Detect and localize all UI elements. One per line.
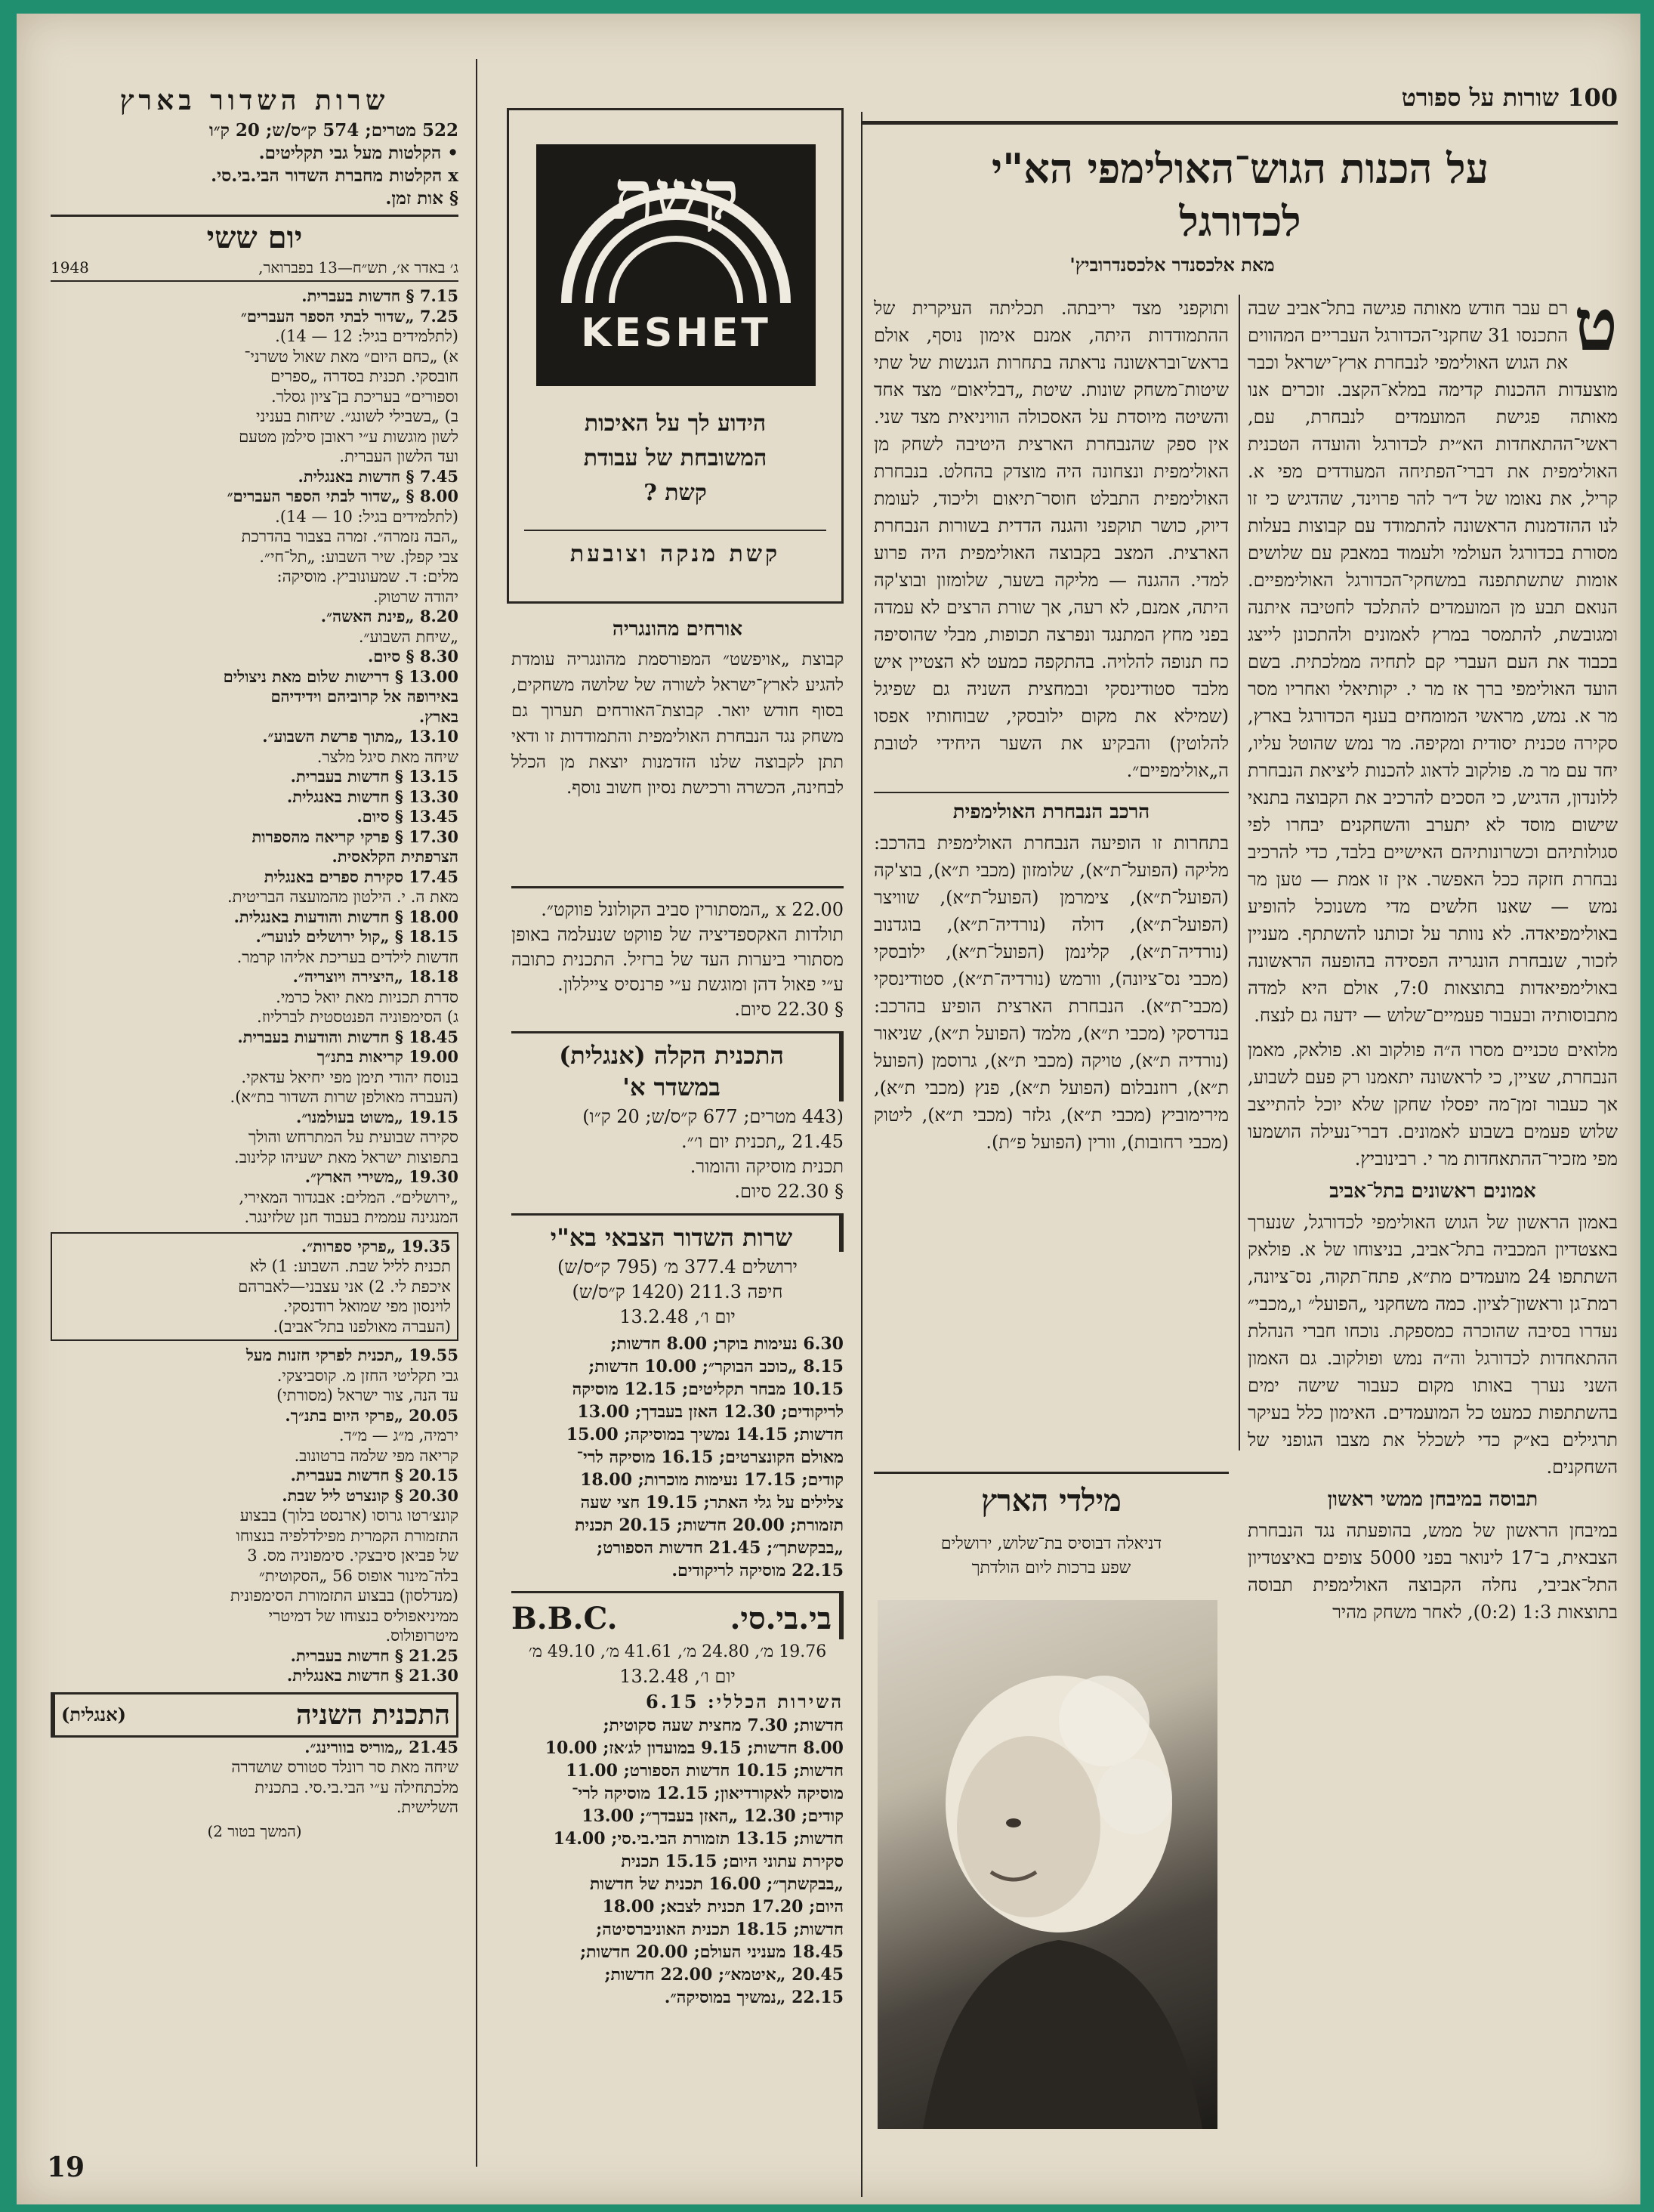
sched-line: (לתלמידים בגיל: 10 — 14).: [275, 507, 458, 526]
box-line: 19.35 „פרקי ספרות״.: [301, 1236, 451, 1256]
sched-line: 19.00 קריאות בתנ״ך: [316, 1047, 458, 1066]
child-rule-top: [874, 1472, 1229, 1474]
army-line: קודים; 17.15 נעימות מוכרות; 18.00: [580, 1470, 844, 1490]
light-line-3: תכנית מוסיקה והומור.: [690, 1156, 844, 1177]
sched-line: 19.30 „משירי הארץ״.: [304, 1167, 458, 1186]
date-year: 1948: [51, 258, 89, 276]
bbc-line: חדשות; 10.15 חדשות הספורט; 11.00: [566, 1761, 844, 1781]
sched-line: בלה־מינור אופוס 56 „הסקוטית״: [258, 1566, 458, 1585]
day-rule: [51, 215, 458, 217]
sched-line: 18.15 § „קול ירושלים לנוער״.: [255, 927, 458, 946]
army-line: מאולם הקונצרטים; 16.15 מוסיקה לרי־: [576, 1447, 844, 1467]
sched-line: 13.45 § סיום.: [356, 807, 458, 826]
sched-line: 17.45 סקירת ספרים באנגלית: [264, 867, 458, 886]
sched-line: מלכתחילה ע״י הבי.בי.סי. בתכנית: [255, 1778, 458, 1796]
sched-line: 20.15 § חדשות בעברית.: [290, 1466, 458, 1484]
sched-line: בתפוצות ישראל מאת ישעיהו קלינוב.: [234, 1148, 458, 1166]
army-line: חדשות; 14.15 נמשיך במוסיקה; 15.00: [566, 1425, 844, 1444]
sched-line: (העברה מאולפן שרות השדור בת״א).: [230, 1088, 458, 1106]
sched-line: וספורים״ בעריכת בן־ציון גסלר.: [271, 387, 458, 406]
sched-line: קריאה מפי שלמה ברטונוב.: [294, 1446, 458, 1465]
bbc-line: „בבקשתך״; 16.00 תכנית של חדשות: [589, 1874, 844, 1894]
day-title: יום ששי: [206, 220, 303, 255]
header-rule: [862, 121, 1618, 125]
army-freq-2: חיפה 211.3 (1420 ק״ס/ש): [572, 1281, 783, 1302]
sched-line: מיטרופולוס.: [385, 1627, 458, 1645]
army-line: 8.15 „כוכב הבוקר״; 10.00 חדשות;: [588, 1357, 844, 1376]
continued-note: (המשך בטור 2): [207, 1821, 302, 1840]
column-rule: [476, 59, 477, 2167]
sched-line: מלים: ד. שמעונוביץ. מוסיקה:: [276, 567, 458, 585]
sched-line: 21.30 § חדשות באנגלית.: [286, 1666, 458, 1685]
child-portrait-icon: [878, 1600, 1217, 2129]
left-schedule: [51, 82, 458, 2167]
literature-box: [51, 1232, 458, 1342]
guests-title: אורחים מהונגריה: [612, 618, 743, 641]
army-title: שרות השדור הצבאי בא"י: [550, 1223, 793, 1252]
page-number: 19: [47, 2152, 85, 2183]
sched-line: (מנדלסון) בבצוע התזמורת הסימפונית: [230, 1586, 458, 1605]
article-col2-p1: ותוקפני מצד יריבתה. תכליתה העיקרית של ההתמודדות היתה, אמנם אימון נוסף, אולם בראש־ובראשונה נראתה בתחרות הגנשות של שתי שיטות־משחק שונות. שיטת „דבליאום״ מצד אחד והשיטה מיוסדת על האסכולה הוויניאית מצד שני. אין ספק שהנבחרת הארצית היטיבה לשחק מן האולימפית ונצחונה היה מוצדק בהחלט. בנבחרת האולימפית התבלט חוסר־תיאום וליכוד, לעומת דיוק, כושר תוקפני והגנה הדדית בשורות הנבחרת הארצית. המצב בקבוצה האולימפית היה פרוע למדי. ההגנה — מליקה בשער, שלומזון ובוצ'קה היתה, אמנם, לא רעה, אך שורת הרצים לא עמדה בפני מחץ המתנגד ונפרצה תכופות, מבלי שהוסיפה כח תנופה להלויה. בהתקפה כמעט לא הצטיין איש מלבד סטודינסקי ובמחצית השניה גם שפיגל (שמילא את מקום ילובסקי, שבוחותיו אפסו להלוטין) והבקיע את השער היחידי לטובת ה„אולימפיים״.: [874, 298, 1229, 781]
army-freq-3: יום ו׳, 13.2.48: [619, 1306, 736, 1327]
title-line-2: לכדורגל: [1179, 197, 1301, 246]
left-freq: [51, 119, 458, 210]
keshet-ad: [507, 108, 844, 604]
army-line: 10.15 מבחר תקליטים; 12.15 מוסיקה: [572, 1379, 844, 1399]
subheading-lineup: הרכב הנבחרת האולימפית: [952, 801, 1150, 823]
keshet-text-line-3: קשת ?: [643, 480, 707, 506]
second-programme-lines: [51, 1738, 458, 1818]
child-caption: [874, 1532, 1229, 1580]
army-lines: [511, 1333, 844, 1582]
sched-line: 21.25 § חדשות בעברית.: [290, 1645, 458, 1665]
child-section-title: מילדי הארץ: [981, 1483, 1122, 1518]
guests-section: [511, 610, 844, 808]
bbc-line: 8.00 חדשות; 9.15 במועדון לג׳אז; 10.00: [545, 1738, 844, 1758]
column-rule: [1239, 295, 1240, 1450]
sched-line: 18.45 § חדשות והודעות בעברית.: [237, 1027, 458, 1046]
middle-rule: [511, 886, 844, 888]
sched-line: ירמיה, מ״ג — מ״ד.: [338, 1426, 458, 1444]
sched-line: „שיחת השבוע״.: [358, 627, 458, 646]
article-col1-p2: מלואים טכניים מסרו ה״ה פולקוב וא. פולאק, מאמן הנבחרת, שציין, כי לראשונה יתאמנו רק פעם לשבוע, אך כעבור זמן־מה יפסלו שחקן שלא יוכל להתייצב שלוש פעמים בשבוע לאמונים. דברי־נעילה הושמעו מפי מזכיר־ההתאחדות מר י. רבינוביץ.: [1248, 1040, 1618, 1169]
bbc-line: 22.15 „נמשיך במוסיקה״.: [664, 1988, 844, 2007]
keshet-logo: [536, 144, 816, 386]
article-col1-p3: באמון הראשון של הגוש האולימפי לכדורגל, שנערך באצטדיון המכביה בתל־אביב, בניצוחו של א. פולאק השתתפו 24 מועמדים מת״א, פתח־תקוה, נס־ציונה, רמת־גן וראשון־לציון. כמה משחקני „הפועל״ ו„מכבי״ נעדרו בסיבה שהוכרה כמספקת. נוכחו חברי הנהלת ההתאחדות לכדורגל וה״ה נמש ופולקוב. גם האמון השני נערך באותו מקום כעבור שישה ימים בהשתתפות כמעט כל המועמדים. האימון כלל בעיקר תרגילים בא״ק כדי לשכלל את מצבו הגופני של השחקנים.: [1248, 1212, 1618, 1478]
keshet-rule: [524, 530, 826, 531]
sched-line: 13.10 „מתוך פרשת השבוע״.: [262, 727, 458, 746]
box-line: תכנית לליל שבת. השבוע: 1) לא: [249, 1257, 451, 1275]
sched-line: א) „כחם היום״ מאת שאול טשרני־: [244, 347, 458, 366]
sched-line: 19.15 „משוט בעולמנו״.: [296, 1107, 458, 1126]
sched-line: יהודה שרטוק.: [373, 587, 458, 606]
army-line: 22.15 מוסיקה לריקודים.: [671, 1561, 844, 1580]
article-title: [862, 142, 1618, 248]
second-programme-box: [51, 1692, 458, 1738]
army-line: לריקודים; 12.30 האזן בעבדך; 13.00: [577, 1402, 844, 1422]
sched-line: 20.05 „פרקי היום בתנ״ך.: [285, 1405, 458, 1425]
column-rule: [861, 112, 862, 2197]
keshet-text-line-1: הידוע לך על האיכות: [584, 410, 767, 437]
sched-line: שיחה מאת סיגל מלצר.: [316, 747, 458, 766]
sched-line: 7.25 „שדור לבתי הספר העברים״: [240, 306, 458, 326]
left-freq-line: 522 מטרים; 574 ק״ס/ש; 20 ק״ו: [208, 120, 458, 141]
army-box: [511, 1213, 844, 1252]
light-programme-title: התכנית הקלה (אנגלית): [559, 1041, 784, 1070]
sched-line: 17.30 § פרקי קריאה מהספרות: [251, 826, 458, 846]
bbc-title-hebrew: בי.בי.סי.: [730, 1601, 832, 1636]
left-lines: [51, 286, 458, 1228]
bbc-line: היום; 17.20 תכנית לצבא; 18.00: [602, 1897, 844, 1917]
article-paragraph: [1248, 295, 1618, 1029]
army-line: תזמורת; 20.00 חדשות; 20.15 תכנית: [575, 1515, 844, 1535]
subheading-rule: [874, 792, 1229, 793]
bbc-line: 18.45 מעניני העולם; 20.00 חדשות;: [580, 1942, 844, 1962]
sched-line: עד הנה, צור ישראל (מסורתי): [276, 1386, 458, 1404]
byline: מאת אלכסנדר אלכסנדרוביץ': [1069, 254, 1275, 276]
army-line: צלילים על גלי האתר; 19.15 חצי שעה: [580, 1493, 844, 1512]
light-line-1: (443 מטרים; 677 ק״ס/ש; 20 ק״ו): [582, 1106, 844, 1127]
child-photo: [878, 1600, 1217, 2129]
guests-body: קבוצת „אויפשט״ המפורסמת מהונגריה עומדת להגיע לארץ־ישראל לשורה של שלושה משחקים, בסוף חודש יואר. קבוצת־האורחים תערוך גם משחק נגד הנבחרת האולימפית והתמודדות זו ודאי תתן לקבוצה שלנו הזדמנות יוצאת מן הכלל לבחינה, הכשרה ורכישת נסיון חשוב נוסף.: [511, 650, 844, 798]
sched-line: 21.45 „מוריס בוורינג״.: [304, 1737, 458, 1756]
left-freq-line: • הקלטות מעל גבי תקליטים.: [258, 143, 458, 163]
bbc-date: יום ו׳, 13.2.48: [619, 1666, 736, 1687]
article-column-2: [874, 295, 1229, 1466]
sched-line: בנוסח יהודי תימן מפי יחיאל עדאקי.: [241, 1067, 458, 1086]
sched-line: 7.45 § חדשות באנגלית.: [298, 466, 458, 486]
newspaper-page: [17, 14, 1640, 2204]
bbc-box: [511, 1591, 844, 1639]
bbc-line: מוסיקה לאקורדיאון; 12.15 מוסיקה לרי־: [571, 1784, 844, 1803]
sched-line: השלישית.: [396, 1798, 458, 1816]
section-header: 100 שורות על ספורט: [1401, 83, 1618, 112]
child-caption-line-2: שפע ברכות ליום הולדתך: [971, 1559, 1131, 1577]
bbc-title-latin: B.B.C.: [511, 1601, 618, 1636]
sched-line: ועד הלשון העברית.: [339, 447, 458, 465]
light-line-4: § 22.30 סיום.: [734, 1181, 844, 1202]
article-col1-p1: רם עבר חודש מאותה פגישה בתל־אביב שבה התכנסו 31 שחקני־הכדורגל העבריים המהווים את הגוש האולימפי לנבחרת ארץ־ישראל וכבר מוצעדות ההכנות קדימה במלא־הקצב. זוכרים אנו מאותה פגישת המועמדים לנבחרת, עם, ראשי־ההתאחדות הא״ית לכדורגל והועדה הטכנית האולימפית את דברי־הפתיחה המעודדים מפי א. קריל, את נאומו של ד״ר להר פרוינד, שהדגיש כי זו לנו ההזדמנות הראשונה להתמודד עם קבוצות בעלות מסורת בכדורגל העולמי ולעמוד במאבק עם שלושים אומות שתשתתפנה במשחקי־הכדורגל האולימפיים. הנואם תבע מן המועמדים להתלכד לחטיבה איתנה ומגובשת, להתמסר במרץ לאמונים ולהתכונן לייצג בכבוד את העם העברי קם לתחיה ממלכתית. בשם הועד האולימפי ברך אז מר י. יקותיאלי ואחריו מסר מר א. נמש, מראשי המומחים בענף הכדורגל בארץ, סקירה טכנית יסודית ומקיפה. מר נמש שהוטל עליו, יחד עם מר מ. פולקוב לדאוג להכנות ליציאת הנבחרת ללונדון, הדגיש, כי הסכים להרכיב את הקבוצה בתנאי שישום מוסד לא יתערב והשחקנים יבחרו לפי סגולותיהם וכשרונותיהם האישיים בלבד, כדי להרכיב נבחרת חזקה ככל האפשר. אין זו אמת — טען מר נמש — שאנו חלשים מדי משנוכל להופיע באולימפיאדה. לא נוותר על זכותנו להשתתף. מעניין לזכור, שנבחרת הונגריה הפסידה בהופעה הראשונה באולימפיאדות בתוצאות 7:0, אולם היא למדה מתבוסותיה ובעבור פעמיים־שלוש — ידעה גם לנצח.: [1248, 298, 1618, 1026]
sched-line: מאת ה. י. הילטון מהמועצה הבריטית.: [227, 888, 458, 906]
bbc-line: סקירת עתוני היום; 15.15 תכנית: [621, 1852, 844, 1871]
bbc-line: חדשות; 18.15 תכנית האוניברסיטה;: [596, 1920, 844, 1939]
keshet-footer: קשת מנקה וצובעת: [569, 541, 781, 567]
sched-line: 8.20 „פינת האשה״.: [320, 607, 458, 626]
bbc-general: השירות הכללי: 6.15: [646, 1691, 844, 1713]
keshet-logo-latin: KESHET: [581, 310, 771, 356]
subheading-training: אמונים ראשונים בתל־אביב: [1329, 1180, 1536, 1203]
bbc-lines: [511, 1714, 844, 2009]
sched-line: 19.55 „תכנית לפרקי חזנות מעל: [245, 1345, 458, 1364]
article-col2-p2: בתחרות זו הופיעה הנבחרת האולימפית בהרכב: מליקה (הפועל־ת״א), שלומזון (מכבי ת״א), בוצ'קה (הפועל־ת״א), צימרמן (הפועל־ת״א), שוויצר (הפועל־ת״א), דולה (נורדיה־ת״א), בוגדנוב (נורדיה־ת״א), קלינמן (הפועל־ת״א), ילובסקי (מכבי נס־ציונה), וורמש (נורדיה־ת״א), סטודינסקי (מכבי־ת״א). הנבחרת הארצית הופיע בהרכב: בנדרסקי (מכבי ת״א), מלמד (הפועל ת״א), שניאור (נורדיה ת״א), טויקה (מכבי ת״א), גרוסמן (הפועל ת״א), רוזנבלום (הפועל ת״א), פנץ (מכבי ת״א), מירימוביץ (מכבי ת״א), גלזר (מכבי ת״א), ליטוק (מכבי רחובות), וורין (הפועל פ״ת).: [874, 833, 1229, 1153]
article-col1-p4: במיבחן הראשון של ממש, בהופעתה נגד הנבחרת הצבאית, ב־17 לינואר בפני 5000 צופים באיצטדיון התל־אביבי, נחלה הקבוצה האולימפית תבוסה בתוצאות 1:3 (0:2), לאחר משחק מהיר: [1248, 1520, 1618, 1623]
sched-line: 18.00 § חדשות והודעות באנגלית.: [233, 907, 458, 926]
sched-line: באירופה אל קרוביהם וידידיהם: [270, 687, 458, 706]
sched-line: 8.00 § „שדור לבתי הספר העברים״: [227, 487, 458, 505]
sched-line: שיחה מאת סר רונלד סטורס שושדרה: [231, 1758, 458, 1776]
left-schedule-title: שרות השדור בארץ: [119, 85, 390, 116]
second-programme-title: התכנית השניה: [296, 1698, 450, 1731]
bbc-line: חדשות; 7.30 מחצית שעה סקוטית;: [603, 1716, 844, 1735]
light-programme-box: [511, 1031, 844, 1101]
bbc-line: 20.45 „איטמא״; 22.00 חדשות;: [604, 1965, 844, 1985]
sched-line: (לתלמידים בגיל: 12 — 14).: [275, 327, 458, 345]
drop-cap: ט: [1574, 295, 1618, 367]
title-line-1: על הכנות הגוש־האולימפי הא"י: [991, 144, 1489, 193]
sched-line: 13.00 § דרישות שלום מאת ניצולים: [223, 666, 458, 686]
sched-line: 18.18 „היצירה ויוצריה״.: [292, 967, 458, 986]
sched-line: גבי תקליטי החזן מ. קוסביצקי.: [276, 1366, 458, 1385]
sched-line: 13.15 § חדשות בעברית.: [290, 767, 458, 786]
bbc-line: קודים; 12.30 „האזן בעבדך״; 13.00: [582, 1806, 844, 1826]
sched-line: סדרת תכניות מאת יואל כרמי.: [276, 987, 458, 1006]
sched-line: ג) הסימפוניה הפנטסטית לברליוז.: [257, 1008, 458, 1026]
box-line: איכפת לי. 2) אני עצבני—לאברהם: [238, 1277, 451, 1296]
second-programme-lang: (אנגלית): [61, 1703, 127, 1725]
subheading-defeat: תבוסה במיבחן ממשי ראשון: [1327, 1488, 1538, 1511]
army-freq-1: ירושלים 377.4 מ׳ (795 ק״ס/ש): [557, 1256, 798, 1277]
sched-line: 7.15 § חדשות בעברית.: [301, 286, 458, 305]
sched-line: 20.30 § קונצרט ליל שבת.: [282, 1485, 458, 1505]
sched-line: בארץ.: [418, 706, 458, 726]
sched-line: התזמורת הקמרית מפילדלפיה בנצוחו: [236, 1526, 458, 1545]
sched-line: הצרפתית הקלאסית.: [332, 847, 458, 866]
box-line: (העברה מאולפנו בתל־אביב).: [273, 1317, 451, 1336]
keshet-text: [509, 406, 841, 511]
sched-line: „הבה נזמרה״. זמרה בצבור בהדרכת: [241, 527, 458, 545]
left-freq-line: § אות זמן.: [385, 188, 458, 209]
sched-line: חדשות לילדים בעריכת אליהו קרמר.: [236, 947, 458, 966]
army-line: „בבקשתך״; 21.45 חדשות הספורט;: [597, 1538, 844, 1558]
light-programme-title-2: במשדר א': [622, 1073, 721, 1101]
left-freq-line: x הקלטות מחברת השדור הבי.בי.סי.: [211, 165, 458, 186]
sched-line: ממיניאפוליס בנצוחו של דמיטרי: [268, 1606, 458, 1625]
article-column-1: [1248, 295, 1618, 2191]
child-caption-line-1: דניאלה דבוסיס בת־שלוש, ירושלים: [940, 1534, 1162, 1553]
sched-line: 13.30 § חדשות באנגלית.: [286, 786, 458, 806]
sched-line: סקירה שבועית על המתרחש והולך: [248, 1128, 458, 1146]
bbc-line: חדשות; 13.15 תזמורת הבי.בי.סי; 14.00: [553, 1829, 844, 1849]
date-hebrew: ג׳ באדר א׳, תש״ח—13 בפברואר,: [258, 258, 458, 276]
sched-line: 8.30 § סיום.: [367, 647, 458, 666]
bbc-freq: 19.76 מ׳, 24.80 מ׳, 41.61 מ׳, 49.10 מ׳: [528, 1642, 827, 1661]
left-lines-2: [51, 1345, 458, 1686]
middle-schedule: [511, 897, 844, 2189]
keshet-text-line-2: המשובחת של עבודת: [583, 445, 767, 471]
keshet-logo-hebrew: קשת: [613, 156, 739, 236]
sched-line: „ירושלים״. המלים: אבגדור המאירי,: [239, 1188, 458, 1206]
mystery-line-1: x 22.00 „המסתורין סביב הקולונל פווקט״.: [541, 899, 844, 920]
sched-line: לשון מוגשות ע״י ראובן סילמן מטעם: [239, 427, 458, 446]
army-line: 6.30 נעימות בוקר; 8.00 חדשות;: [610, 1334, 844, 1354]
mystery-line-3: § 22.30 סיום.: [734, 999, 844, 1020]
sched-line: המנגינה עממית בעבוד חנן שלזינגר.: [244, 1208, 458, 1226]
sched-line: של פביאן סיבצקי. סימפוניה מס. 3: [247, 1546, 458, 1565]
day-date: [51, 258, 458, 282]
light-line-2: 21.45 „תכנית יום ו׳״.: [681, 1131, 844, 1152]
mystery-line-2: תולדות האקספדיציה של פווקט שנעלמה באופן מסתורי ביערות העד של ברזיל. התכנית כתובה ע״י פאול דהן ומוגשת ע״י פרנסיס צייללון.: [511, 924, 844, 995]
sched-line: חובסקי. תכנית בסדרה „ספרים: [270, 367, 458, 385]
box-line: לוינסון מפי שמואל רודנסקי.: [282, 1297, 451, 1315]
sched-line: קונצ׳רטו גרוסו (ארנסט בלוך) בבצוע: [239, 1506, 458, 1525]
sched-line: צבי קפלן. שיר השבוע: „תל־חי״.: [259, 547, 458, 566]
sched-line: ב) „בשבילי לשונג״. שיחות בעניני: [256, 407, 458, 425]
